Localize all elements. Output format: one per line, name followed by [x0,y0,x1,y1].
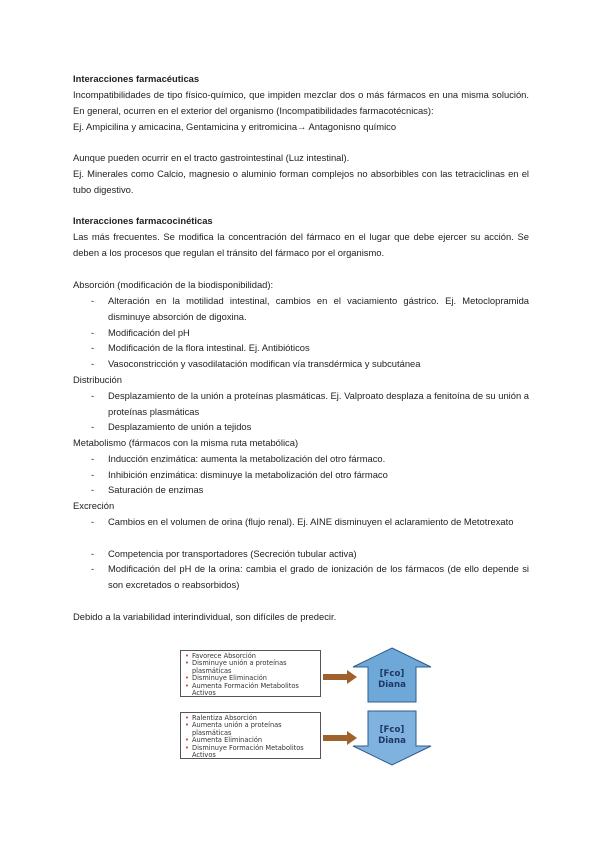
effect-item: • Disminuye unión a proteínas plasmáticas [185,660,320,675]
target-label-increase [352,669,432,691]
effects-box-decrease [180,712,321,759]
heading-metabolismo: Metabolismo (fármacos con la misma ruta metabólica) [73,437,299,448]
heading-excrecion: Excreción [73,500,115,511]
heading-distribucion: Distribución [73,374,122,385]
section-title-farmacocineticas: Interacciones farmacocinéticas [73,215,213,226]
effect-item: • Aumenta unión a proteínas plasmáticas [185,722,320,737]
effect-item: • Disminuye Formación Metabolitos Activos [185,745,320,760]
paragraph-ejemplo-minerales: Ej. Minerales como Calcio, magnesio o aluminio forman complejos no absorbibles con las tetraciclinas en el tubo digestivo. [73,168,529,195]
target-label-line1: [Fco] [379,669,405,679]
paragraph-conclusion: Debido a la variabilidad interindividual, son difíciles de predecir. [73,611,337,622]
effect-item: • Aumenta Eliminación [185,737,320,744]
effect-item: • Disminuye Eliminación [185,675,320,682]
paragraph-mas-frecuentes: Las más frecuentes. Se modifica la concentración del fármaco en el lugar que debe ejercer su acción. Se deben a los procesos que regulan el tránsito del fármaco por el organismo. [73,231,529,258]
heading-absorcion: Absorción (modificación de la biodisponibilidad): [73,279,274,290]
paragraph-ejemplo-ampicilina: Ej. Ampicilina y amicacina, Gentamicina y eritromicina→ Antagonisno químico [73,121,397,132]
effect-item: • Aumenta Formación Metabolitos Activos [185,683,320,698]
target-label-line2: Diana [378,680,406,690]
section-title-farmaceuticas: Interacciones farmacéuticas [73,73,200,84]
target-label-line2: Diana [378,736,406,746]
effect-item: • Favorece Absorción [185,653,320,660]
document-page: Interacciones farmacéuticas Incompatibilidades de tipo físico-químico, que impiden mezclar dos o más fármacos en una misma solución. En general, ocurren en el exterior del organismo (Incompatibilidades farmacotécnicas): Ej. Ampicilina y amicacina, Gentamicina y eritromicina→ Antagonisno químico Aunque pueden ocurrir en el tracto gastrointestinal (Luz intestinal). Ej. Minerales como Calcio, magnesio o aluminio forman complejos no absorbibles con las tetraciclinas en el tubo digestivo. Interacciones farmacocinéticas Las más frecuentes. Se modifica la concentración del fármaco en el lugar que debe ejercer su acción. Se deben a los procesos que regulan el tránsito del fármaco por el organismo. Absorción (modificación de la biodisponibilidad): - Alteración en la motilidad intestinal, cambios en el vaciamiento gástrico. Ej. Metoclopramida disminuye absorción de digoxina. - Modificación del pH - Modificación de la flora intestinal. Ej. Antibióticos - Vasoconstricción y vasodilatación modifican vía transdérmica y subcutánea Distribución - Desplazamiento de la unión a proteínas plasmáticas. Ej. Valproato desplaza a fenitoína de su unión a proteínas plasmáticas - Desplazamiento de unión a tejidos Metabolismo (fármacos con la misma ruta metabólica) - Inducción enzimática: aumenta la metabolización del otro fármaco. - Inhibición enzimática: disminuye la metabolización del otro fármaco - Saturación de enzimas Excreción - Cambios en el volumen de orina (flujo renal). Ej. AINE disminuyen el aclaramiento de Metotrexato - Competencia por transportadores (Secreción tubular activa) - Modificación del pH de la orina: cambia el grado de ionización de los fármacos (de ello depende si son excretados o reabsorbidos) Debido a la variabilidad interindividual, son difíciles de predecir. • Favorece Absorción • Disminuye unión a proteínas plasmáticas • Disminuye Eliminación • Aumenta Formación Metabolitos Activos [Fco] Diana • Ralentiza Absorción • Aumenta unión a proteínas plasmáticas • Aumenta Eliminación • Disminuye Formación Metabolitos Activos [Fco] Diana [0,0,600,848]
paragraph-tracto-gastrointestinal: Aunque pueden ocurrir en el tracto gastrointestinal (Luz intestinal). [73,152,350,163]
target-label-line1: [Fco] [379,725,405,735]
effect-item: • Ralentiza Absorción [185,715,320,722]
target-label-decrease [352,725,432,747]
effects-box-increase [180,650,321,697]
paragraph-incompatibilidades: Incompatibilidades de tipo físico-químico, que impiden mezclar dos o más fármacos en una misma solución. En general, ocurren en el exterior del organismo (Incompatibilidades farmacotécnicas): [73,89,529,116]
